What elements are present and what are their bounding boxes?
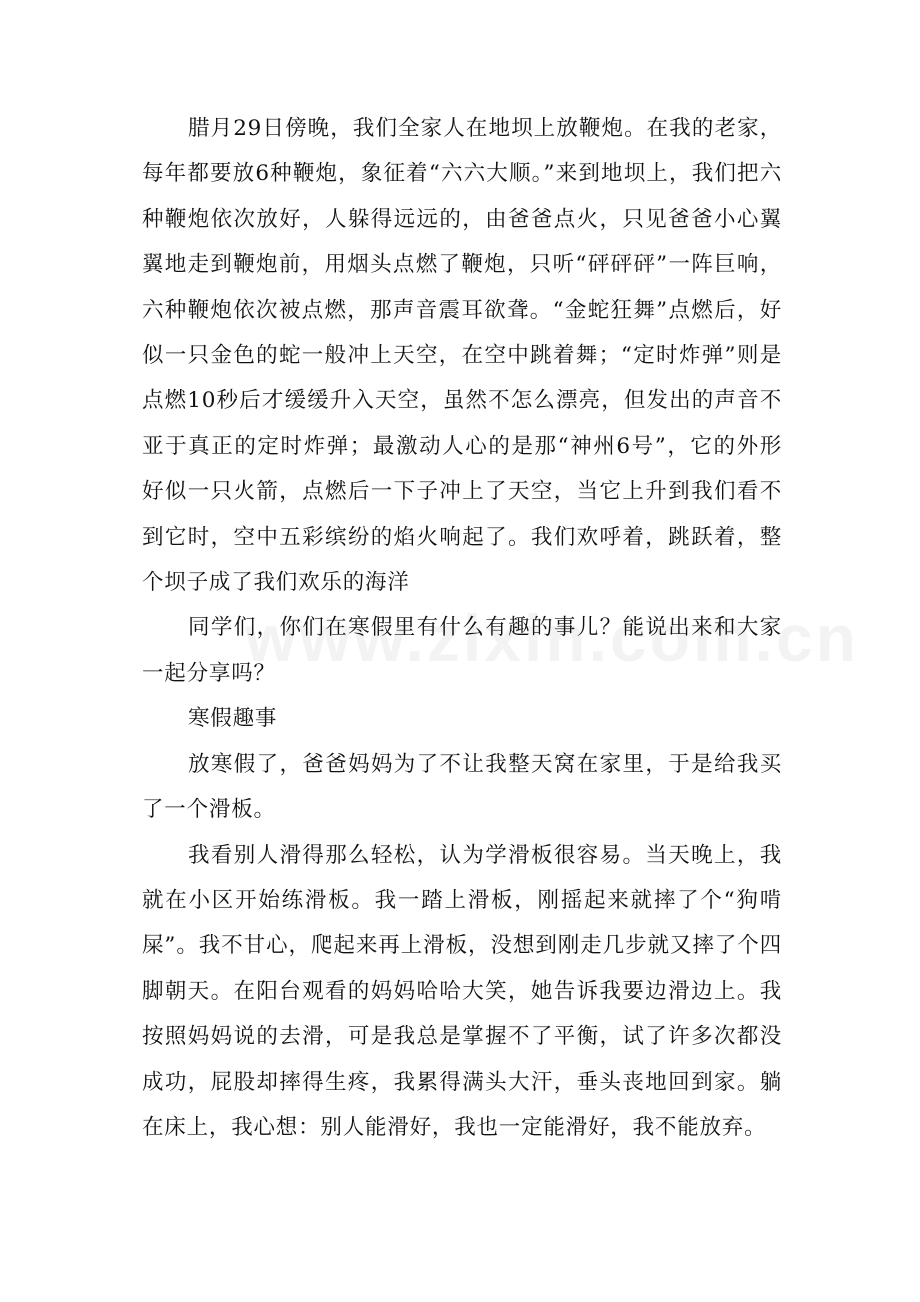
paragraph-question: 同学们，你们在寒假里有什么有趣的事儿？能说出来和大家一起分享吗？ [142,615,782,686]
paragraph-skateboard-practice: 我看别人滑得那么轻松，认为学滑板很容易。当天晚上，我就在小区开始练滑板。我一踏上滑板，刚摇起来就摔了个“狗啃屎”。我不甘心，爬起来再上滑板，没想到刚走几步就又摔了个四脚朝天。在阳台观看的妈妈哈哈大笑，她告诉我要边滑边上。我按照妈妈说的去滑，可是我总是掌握不了平衡，试了许多次都没成功，屁股却摔得生疼，我累得满头大汗，垂头丧地回到家。躺在床上，我心想：别人能滑好，我也一定能滑好，我不能放弃。 [142,842,782,1140]
essay-title: 寒假趣事 [188,706,278,732]
paragraph-firecrackers: 腊月29日傍晚，我们全家人在地坝上放鞭炮。在我的老家，每年都要放6种鞭炮，象征着“六六大顺。”来到地坝上，我们把六种鞭炮依次放好，人躲得远远的，由爸爸点火，只见爸爸小心翼翼地走到鞭炮前，用烟头点燃了鞭炮，只听“砰砰砰”一阵巨响，六种鞭炮依次被点燃，那声音震耳欲聋。“金蛇狂舞”点燃后，好似一只金色的蛇一般冲上天空，在空中跳着舞；“定时炸弹”则是点燃10秒后才缓缓升入天空，虽然不怎么漂亮，但发出的声音不亚于真正的定时炸弹；最激动人心的是那“神州6号”，它的外形好似一只火箭，点燃后一下子冲上了天空，当它上升到我们看不到它时，空中五彩缤纷的焰火响起了。我们欢呼着，跳跃着，整个坝子成了我们欢乐的海洋 [142,116,782,596]
paragraph-skateboard-gift: 放寒假了，爸爸妈妈为了不让我整天窝在家里，于是给我买了一个滑板。 [142,751,782,823]
document-body [142,106,782,1150]
